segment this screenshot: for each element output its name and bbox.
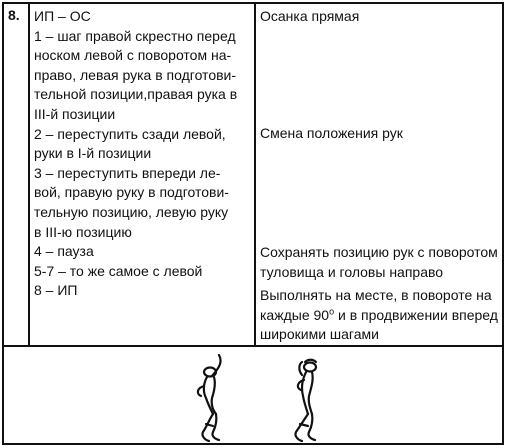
column-divider-1: [28, 4, 30, 345]
note-text: Выполнять на месте, в повороте на: [260, 287, 492, 303]
degree-sign: о: [329, 305, 335, 316]
note-text-part: и в продвижении вперед: [334, 306, 498, 323]
step-line: 5-7 – то же самое с левой: [34, 262, 203, 279]
step-line: право, левая рука в подготови-: [34, 66, 237, 83]
steps-description: [34, 7, 254, 301]
note-text: Смена положения рук: [260, 125, 403, 141]
step-line: руки в I-й позиции: [34, 145, 152, 162]
dancer-figure-left: [189, 354, 239, 446]
step-line: тельную позицию, левую руку: [34, 203, 229, 220]
note-keep-arms: [260, 243, 502, 282]
exercise-table: [2, 2, 504, 445]
step-line: 1 – шаг правой скрестно перед: [34, 27, 236, 44]
note-text: Сохранять позицию рук с поворотом: [260, 244, 498, 260]
note-text: [260, 306, 502, 326]
step-line: 4 – пауза: [34, 243, 94, 260]
row-divider: [4, 345, 502, 347]
note-execution: [260, 286, 502, 345]
note-posture: [260, 7, 502, 27]
note-text: широкими шагами: [260, 326, 379, 343]
dancer-figure-right: [280, 356, 330, 446]
step-line: носком левой с поворотом на-: [34, 47, 232, 64]
step-line: тельной позиции,правая рука в: [34, 86, 238, 103]
step-line: 2 – переступить сзади левой,: [34, 125, 226, 142]
step-line: вой, правую руку в подготови-: [34, 184, 229, 201]
step-line: в III-ю позицию: [34, 223, 132, 240]
note-text: туловища и головы направо: [260, 263, 444, 280]
note-arms-change: [260, 124, 502, 144]
step-line: 3 – переступить впереди ле-: [34, 164, 221, 181]
step-line: 8 – ИП: [34, 282, 78, 299]
note-text: Осанка прямая: [260, 8, 360, 24]
step-line: III-й позиции: [34, 105, 116, 122]
step-line: ИП – ОС: [34, 8, 91, 24]
column-divider-2: [254, 4, 256, 345]
note-text-part: каждые 90: [260, 306, 330, 323]
row-number: 8.: [8, 7, 20, 23]
